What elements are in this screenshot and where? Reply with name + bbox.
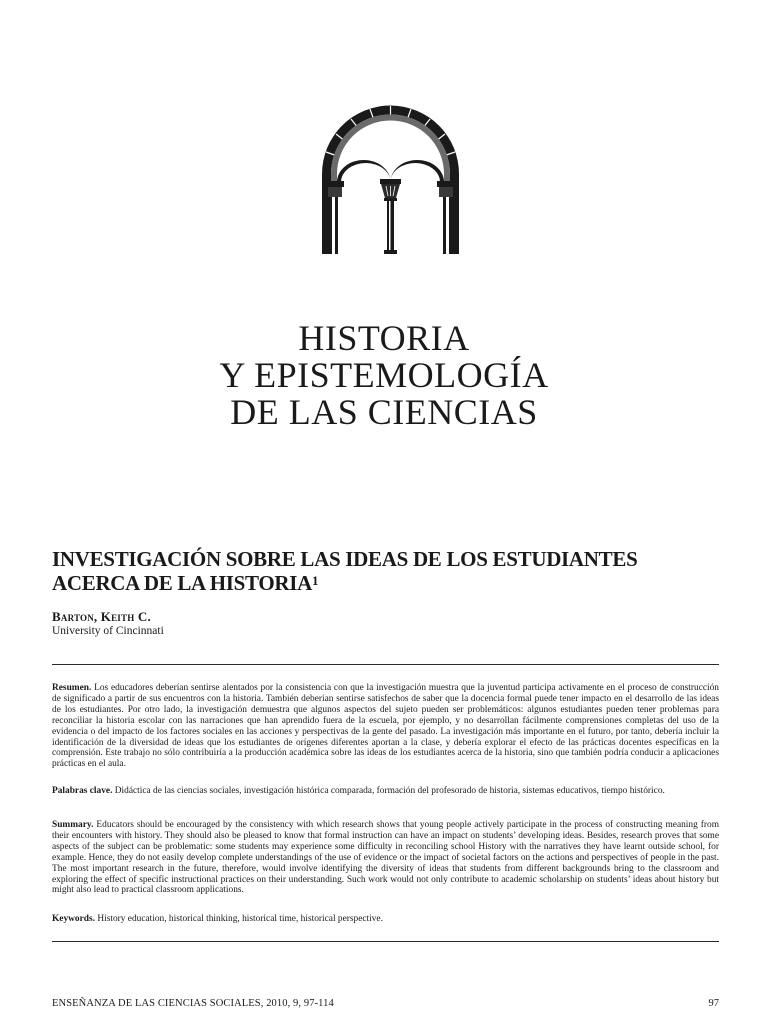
- section-title-line-2: Y EPISTEMOLOGÍA: [219, 355, 549, 395]
- footer-page-number: 97: [708, 998, 719, 1009]
- keywords-label: Keywords.: [52, 914, 95, 924]
- section-title-line-3: DE LAS CIENCIAS: [230, 392, 538, 432]
- resumen-paragraph: [52, 683, 719, 770]
- keywords-paragraph: [52, 914, 719, 925]
- keywords-text: History education, historical thinking, historical time, historical perspective.: [97, 914, 383, 924]
- article-title-line-2-text: ACERCA DE LA HISTORIA: [52, 571, 312, 595]
- bottom-divider: [52, 941, 719, 942]
- palabras-clave-text: Didáctica de las ciencias sociales, investigación histórica comparada, formación del profesorado de historia, sistemas educativos, tiempo histórico.: [114, 786, 665, 796]
- footnote-marker: 1: [311, 573, 319, 588]
- top-divider: [52, 664, 719, 665]
- summary-paragraph: [52, 820, 719, 896]
- author-affiliation: University of Cincinnati: [52, 625, 164, 637]
- article-title-line-1: INVESTIGACIÓN SOBRE LAS IDEAS DE LOS ESTUDIANTES: [52, 547, 638, 571]
- section-title-line-1: HISTORIA: [298, 318, 470, 358]
- section-title: [0, 320, 768, 431]
- footer-journal-citation: ENSEÑANZA DE LAS CIENCIAS SOCIALES, 2010, 9, 97-114: [52, 998, 334, 1009]
- romanesque-arch-icon: [318, 102, 463, 258]
- article-title-line-2: [52, 571, 722, 595]
- author-name: Barton, Keith C.: [52, 609, 151, 624]
- palabras-clave-paragraph: [52, 786, 719, 797]
- resumen-label: Resumen.: [52, 683, 92, 693]
- summary-text: Educators should be encouraged by the consistency with which research shows that young people actively participate in the process of constructing meaning from their encounters with history. They should also be pleased to know that formal instruction can have an impact on students’ developing ideas. Besides, research proves that some aspects of the subject can be problematic: some students may experience some difficulty in reconciling school History with the narratives they have learnt outside school, for example. Hence, they do not easily develop complete understandings of the use of evidence or the impact of societal factors on the actions and perspectives of people in the past. The most important research in the future, therefore, would involve identifying the diversity of ideas that students from different backgrounds bring to the classroom and exploring the effect of specific instructional practices on their understanding. Such work would not only contribute to academic scholarship on students’ ideas about history but might also lead to practical classroom applications.: [52, 820, 719, 896]
- palabras-clave-label: Palabras clave.: [52, 786, 113, 796]
- resumen-text: Los educadores deberían sentirse alentados por la consistencia con que la investigación muestra que la juventud participa activamente en el proceso de construcción de significado a partir de sus encuentros con la historia. También deberían sentirse satisfechos de saber que la docencia formal puede tener impacto en el desarrollo de las ideas de los estudiantes. Por otro lado, la investigación demuestra que algunos aspectos del sujeto pueden ser problemáticos: algunos estudiantes pueden tener problemas para reconciliar la historia escolar con las narraciones que han aprendido fuera de la escuela, por ejemplo, y no desarrollan fácilmente comprensiones completas del uso de la evidencia o del impacto de los factores sociales en las acciones y perspectivas de la gente del pasado. La investigación más importante en el futuro, por tanto, debería incluir la identificación de la diversidad de ideas que los estudiantes de orígenes diferentes aportan a la clase, y debería explorar el efecto de las prácticas docentes específicas en la comprensión. Este trabajo no sólo contribuiría a la producción académica sobre las ideas de los estudiantes acerca de la historia, sino que también podría conducir a aplicaciones prácticas en el aula.: [52, 683, 719, 770]
- summary-label: Summary.: [52, 820, 94, 830]
- article-title: [52, 547, 722, 595]
